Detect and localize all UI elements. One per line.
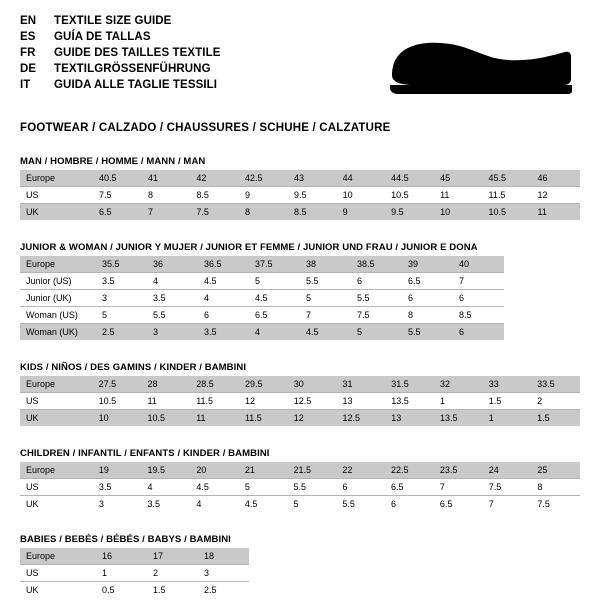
- size-cell: 6.5: [385, 479, 434, 496]
- size-cell: 30: [288, 376, 337, 393]
- size-cell: 10.5: [93, 393, 142, 410]
- row-label: Europe: [20, 548, 96, 565]
- row-label: US: [20, 393, 93, 410]
- table-row: [20, 565, 249, 582]
- size-cell: 42.5: [239, 170, 288, 187]
- size-cell: 38.5: [351, 256, 402, 273]
- language-code: IT: [20, 79, 31, 91]
- table-row: [20, 496, 580, 513]
- size-cell: 6.5: [93, 204, 142, 221]
- table-row: [20, 324, 504, 341]
- row-label: Europe: [20, 462, 93, 479]
- size-cell: 8.5: [288, 204, 337, 221]
- row-label: UK: [20, 204, 93, 221]
- size-cell: 9.5: [288, 187, 337, 204]
- table-row: [20, 479, 580, 496]
- size-cell: 4.5: [239, 496, 288, 513]
- size-cell: 3.5: [141, 496, 190, 513]
- size-cell: 10.5: [483, 204, 532, 221]
- size-cell: 27.5: [93, 376, 142, 393]
- size-cell: 6: [402, 290, 453, 307]
- size-cell: 35.5: [96, 256, 147, 273]
- size-cell: 32: [434, 376, 483, 393]
- size-table: [20, 376, 580, 426]
- size-cell: 4.5: [249, 290, 300, 307]
- row-label: Junior (US): [20, 273, 96, 290]
- row-label: UK: [20, 496, 93, 513]
- table-row: [20, 290, 504, 307]
- size-cell: 6: [453, 290, 504, 307]
- size-cell: 11.5: [239, 410, 288, 427]
- size-cell: 10.5: [141, 410, 190, 427]
- language-title: GUÍA DE TALLAS: [54, 31, 151, 43]
- size-cell: 42: [190, 170, 239, 187]
- size-cell: 8.5: [190, 187, 239, 204]
- size-cell: 7.5: [531, 496, 580, 513]
- size-cell: 2.5: [198, 582, 249, 599]
- size-cell: 5: [287, 496, 336, 513]
- size-cell: 25: [531, 462, 580, 479]
- size-cell: 36: [147, 256, 198, 273]
- table-row: [20, 187, 580, 204]
- table-row: [20, 256, 504, 273]
- size-cell: 3.5: [96, 273, 147, 290]
- size-cell: 2.5: [96, 324, 147, 341]
- size-cell: 39: [402, 256, 453, 273]
- size-cell: 4: [198, 290, 249, 307]
- size-cell: 11.5: [483, 187, 532, 204]
- size-cell: 13: [385, 410, 434, 427]
- size-cell: 10: [93, 410, 142, 427]
- size-group: [20, 362, 580, 426]
- size-cell: 37.5: [249, 256, 300, 273]
- size-cell: 40: [453, 256, 504, 273]
- table-row: [20, 307, 504, 324]
- size-cell: 9: [239, 187, 288, 204]
- size-cell: 4: [141, 479, 190, 496]
- language-code: DE: [20, 63, 37, 75]
- size-cell: 11: [141, 393, 190, 410]
- row-label: Europe: [20, 256, 96, 273]
- size-cell: 4.5: [198, 273, 249, 290]
- size-cell: 6.5: [249, 307, 300, 324]
- size-tables: [20, 156, 580, 598]
- table-row: [20, 410, 580, 427]
- language-title: GUIDA ALLE TAGLIE TESSILI: [54, 79, 218, 91]
- language-row: [20, 30, 221, 44]
- size-table: [20, 548, 249, 598]
- size-cell: 3: [93, 496, 142, 513]
- size-cell: 29.5: [239, 376, 288, 393]
- size-cell: 33.5: [531, 376, 580, 393]
- row-label: Woman (US): [20, 307, 96, 324]
- size-group-title: KIDS / NIÑOS / DES GAMINS / KINDER / BAMBINI: [20, 362, 247, 373]
- size-cell: 3.5: [147, 290, 198, 307]
- size-cell: 9: [337, 204, 385, 221]
- row-label: Woman (UK): [20, 324, 96, 341]
- size-cell: 5.5: [402, 324, 453, 341]
- size-cell: 5: [300, 290, 351, 307]
- size-cell: 19.5: [141, 462, 190, 479]
- size-cell: 6.5: [402, 273, 453, 290]
- row-label: Junior (UK): [20, 290, 96, 307]
- size-cell: 5.5: [147, 307, 198, 324]
- row-label: UK: [20, 582, 96, 599]
- size-cell: 6: [453, 324, 504, 341]
- size-cell: 12: [239, 393, 288, 410]
- size-cell: 1: [434, 393, 483, 410]
- table-row: [20, 273, 504, 290]
- category-title: FOOTWEAR / CALZADO / CHAUSSURES / SCHUHE / CALZATURE: [20, 122, 391, 134]
- size-table: [20, 170, 580, 220]
- size-cell: 7: [300, 307, 351, 324]
- size-cell: 6: [198, 307, 249, 324]
- size-cell: 12: [288, 410, 337, 427]
- table-row: [20, 462, 580, 479]
- size-cell: 1.5: [483, 393, 531, 410]
- row-label: Europe: [20, 170, 93, 187]
- row-label: US: [20, 187, 93, 204]
- size-group-title: BABIES / BEBÉS / BÉBÉS / BABYS / BAMBINI: [20, 534, 231, 545]
- size-cell: 7: [142, 204, 190, 221]
- size-cell: 11: [532, 204, 581, 221]
- size-cell: 17: [147, 548, 198, 565]
- size-cell: 41: [142, 170, 190, 187]
- size-cell: 4.5: [300, 324, 351, 341]
- size-cell: 7.5: [190, 204, 239, 221]
- size-cell: 4: [147, 273, 198, 290]
- size-cell: 8: [531, 479, 580, 496]
- size-cell: 8: [239, 204, 288, 221]
- size-group: [20, 448, 580, 512]
- table-row: [20, 582, 249, 599]
- size-cell: 8: [142, 187, 190, 204]
- size-cell: 6: [385, 496, 434, 513]
- size-cell: 28.5: [190, 376, 239, 393]
- size-cell: 4.5: [190, 479, 239, 496]
- size-cell: 1.5: [147, 582, 198, 599]
- size-cell: 28: [141, 376, 190, 393]
- size-cell: 6: [336, 479, 385, 496]
- size-cell: 21.5: [287, 462, 336, 479]
- size-cell: 3: [96, 290, 147, 307]
- language-code: ES: [20, 31, 36, 43]
- size-cell: 19: [93, 462, 142, 479]
- language-title: TEXTILE SIZE GUIDE: [54, 15, 172, 27]
- size-cell: 22: [336, 462, 385, 479]
- size-cell: 5.5: [336, 496, 385, 513]
- size-cell: 11.5: [190, 393, 239, 410]
- size-cell: 1.5: [531, 410, 580, 427]
- size-group: [20, 156, 580, 220]
- size-group-title: CHILDREN / INFANTIL / ENFANTS / KINDER / BAMBINI: [20, 448, 270, 459]
- size-cell: 18: [198, 548, 249, 565]
- size-cell: 1: [96, 565, 147, 582]
- size-cell: 3.5: [93, 479, 142, 496]
- row-label: US: [20, 479, 93, 496]
- table-row: [20, 170, 580, 187]
- language-code: FR: [20, 47, 36, 59]
- size-cell: 6.5: [434, 496, 483, 513]
- size-cell: 5.5: [287, 479, 336, 496]
- language-row: [20, 14, 221, 28]
- size-table: [20, 462, 580, 512]
- language-row: [20, 62, 221, 76]
- dress-shoe-icon: [384, 30, 574, 105]
- size-cell: 8.5: [453, 307, 504, 324]
- size-cell: 5: [239, 479, 288, 496]
- size-cell: 44.5: [385, 170, 434, 187]
- row-label: UK: [20, 410, 93, 427]
- size-cell: 45: [434, 170, 482, 187]
- size-cell: 1: [483, 410, 531, 427]
- size-cell: 2: [531, 393, 580, 410]
- size-table: [20, 256, 504, 340]
- size-cell: 4: [190, 496, 239, 513]
- size-cell: 7.5: [483, 479, 532, 496]
- size-cell: 43: [288, 170, 337, 187]
- size-cell: 40.5: [93, 170, 142, 187]
- row-label: Europe: [20, 376, 93, 393]
- size-cell: 12: [532, 187, 581, 204]
- size-cell: 31.5: [385, 376, 434, 393]
- size-cell: 0.5: [96, 582, 147, 599]
- size-cell: 9.5: [385, 204, 434, 221]
- language-row: [20, 78, 221, 92]
- size-cell: 33: [483, 376, 531, 393]
- size-cell: 5.5: [300, 273, 351, 290]
- language-title: TEXTILGRÖSSENFÜHRUNG: [54, 63, 211, 75]
- size-cell: 7.5: [93, 187, 142, 204]
- size-cell: 21: [239, 462, 288, 479]
- size-group: [20, 242, 580, 340]
- row-label: US: [20, 565, 96, 582]
- table-row: [20, 376, 580, 393]
- size-cell: 4: [249, 324, 300, 341]
- size-cell: 5.5: [351, 290, 402, 307]
- size-cell: 10: [337, 187, 385, 204]
- page-header: [20, 14, 580, 105]
- size-cell: 7: [453, 273, 504, 290]
- size-cell: 23.5: [434, 462, 483, 479]
- size-cell: 13.5: [434, 410, 483, 427]
- size-cell: 8: [402, 307, 453, 324]
- size-cell: 3.5: [198, 324, 249, 341]
- size-cell: 44: [337, 170, 385, 187]
- language-title: GUIDE DES TAILLES TEXTILE: [54, 47, 221, 59]
- size-cell: 16: [96, 548, 147, 565]
- size-cell: 5: [351, 324, 402, 341]
- size-cell: 45.5: [483, 170, 532, 187]
- size-cell: 11: [190, 410, 239, 427]
- size-cell: 31: [337, 376, 386, 393]
- size-cell: 22.5: [385, 462, 434, 479]
- size-cell: 6: [351, 273, 402, 290]
- language-row: [20, 46, 221, 60]
- size-group-title: JUNIOR & WOMAN / JUNIOR Y MUJER / JUNIOR ET FEMME / JUNIOR UND FRAU / JUNIOR E DONA: [20, 242, 478, 253]
- size-cell: 3: [198, 565, 249, 582]
- size-cell: 12.5: [288, 393, 337, 410]
- size-cell: 13.5: [385, 393, 434, 410]
- language-code: EN: [20, 15, 37, 27]
- size-cell: 20: [190, 462, 239, 479]
- size-cell: 12.5: [337, 410, 386, 427]
- table-row: [20, 204, 580, 221]
- size-cell: 7.5: [351, 307, 402, 324]
- size-cell: 5: [249, 273, 300, 290]
- table-row: [20, 548, 249, 565]
- size-cell: 10.5: [385, 187, 434, 204]
- size-cell: 2: [147, 565, 198, 582]
- size-cell: 13: [337, 393, 386, 410]
- size-cell: 5: [96, 307, 147, 324]
- size-cell: 3: [147, 324, 198, 341]
- size-cell: 7: [483, 496, 532, 513]
- size-cell: 24: [483, 462, 532, 479]
- size-cell: 7: [434, 479, 483, 496]
- size-group: [20, 534, 580, 598]
- size-cell: 46: [532, 170, 581, 187]
- size-cell: 11: [434, 187, 482, 204]
- size-cell: 36.5: [198, 256, 249, 273]
- language-title-list: [20, 14, 221, 92]
- size-cell: 38: [300, 256, 351, 273]
- size-group-title: MAN / HOMBRE / HOMME / MANN / MAN: [20, 156, 206, 167]
- size-cell: 10: [434, 204, 482, 221]
- table-row: [20, 393, 580, 410]
